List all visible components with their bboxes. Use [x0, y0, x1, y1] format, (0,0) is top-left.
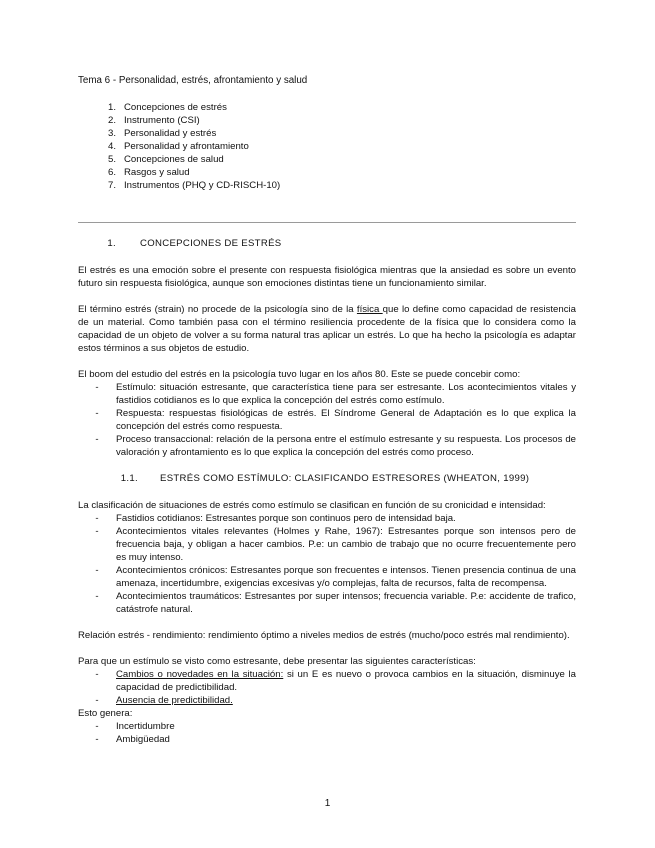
paragraph: Relación estrés - rendimiento: rendimiento óptimo a niveles medios de estrés (mucho/poco estrés mal rendimiento).	[78, 630, 570, 641]
document-title: Tema 6 - Personalidad, estrés, afrontamiento y salud	[78, 75, 308, 86]
page-number: 1	[324, 798, 331, 809]
underlined-term: física	[356, 304, 383, 315]
section-divider	[78, 222, 576, 223]
paragraph: La clasificación de situaciones de estrés como estímulo se clasifican en función de su cronicidad e intensidad:	[78, 500, 546, 511]
toc-item: 4. Personalidad y afrontamiento	[107, 141, 249, 152]
list-item: - Fastidios cotidianos: Estresantes porque son continuos pero de intensidad baja.	[95, 513, 456, 524]
table-of-contents	[78, 101, 576, 192]
toc-item: 1. Concepciones de estrés	[107, 102, 227, 113]
toc-item: 5. Concepciones de salud	[107, 154, 224, 165]
toc-item: 6. Rasgos y salud	[107, 167, 190, 178]
list-item: - Estímulo: situación estresante, que característica tiene para ser estresante. Los acontecimientos vitales y fastidios cotidianos es lo que explica la concepción del estrés como estímulo.	[95, 382, 576, 406]
list-item: - Incertidumbre	[95, 721, 175, 732]
list-item: - Cambios o novedades en la situación: si un E es nuevo o provoca cambios en la situación, disminuye la capacidad de predictibilidad.	[95, 669, 576, 693]
section-heading: 1. CONCEPCIONES DE ESTRÉS	[107, 238, 282, 249]
paragraph: El término estrés (strain) no procede de la psicología sino de la física que lo define como capacidad de resistencia de un material. Como también pasa con el término resiliencia procedente de la física que lo considera como la capacidad de un objeto de volver a su forma natural tras aplicar un estrés. Lo que ha hecho la psicología es adaptar estos términos a sus objetos de estudio.	[78, 304, 576, 354]
list-item: - Acontecimientos traumáticos: Estresantes por super intensos; frecuencia variable. P.e: accidente de trafico, catástrofe natural.	[95, 591, 576, 615]
paragraph: El estrés es una emoción sobre el presente con respuesta fisiológica mientras que la ansiedad es sobre un evento futuro sin respuesta fisiológica, aunque son emociones distintas tiene un funcionamiento similar.	[78, 265, 576, 289]
bullet-list	[78, 720, 576, 746]
toc-item: 7. Instrumentos (PHQ y CD-RISCH-10)	[107, 180, 281, 191]
list-item: - Acontecimientos vitales relevantes (Holmes y Rahe, 1967): Estresantes porque son intensos pero de frecuencia baja, y obligan a hacer cambios. P.e: un cambio de trabajo que no ocurre frecuentemente pero es muy intenso.	[95, 526, 576, 563]
subsection-heading: 1.1. ESTRÉS COMO ESTÍMULO: CLASIFICANDO ESTRESORES (WHEATON, 1999)	[120, 473, 530, 484]
paragraph: Para que un estímulo se visto como estresante, debe presentar las siguientes características:	[78, 656, 476, 667]
bullet-list	[78, 381, 576, 459]
list-item: - Proceso transaccional: relación de la persona entre el estímulo estresante y su respuesta. Los procesos de valoración y afrontamiento es lo que explica la concepción del estrés como proceso.	[95, 434, 576, 458]
paragraph: El boom del estudio del estrés en la psicología tuvo lugar en los años 80. Este se puede concebir como:	[78, 369, 521, 380]
list-item: - Acontecimientos crónicos: Estresantes porque son frecuentes e intensos. Tienen presencia continua de una amenaza, incertidumbre, exigencias excesivas y/o complejas, falta de recursos, falta de recompensa.	[95, 565, 576, 589]
bullet-list	[78, 668, 576, 707]
toc-item: 2. Instrumento (CSI)	[107, 115, 200, 126]
paragraph: Esto genera:	[78, 708, 133, 719]
toc-item: 3. Personalidad y estrés	[107, 128, 217, 139]
list-item: - Ambigüedad	[95, 734, 170, 745]
document-page	[78, 74, 576, 746]
list-item: - Ausencia de predictibilidad.	[95, 695, 233, 706]
bullet-list	[78, 512, 576, 616]
list-item: - Respuesta: respuestas fisiológicas de estrés. El Síndrome General de Adaptación es lo que explica la concepción del estrés como respuesta.	[95, 408, 576, 432]
